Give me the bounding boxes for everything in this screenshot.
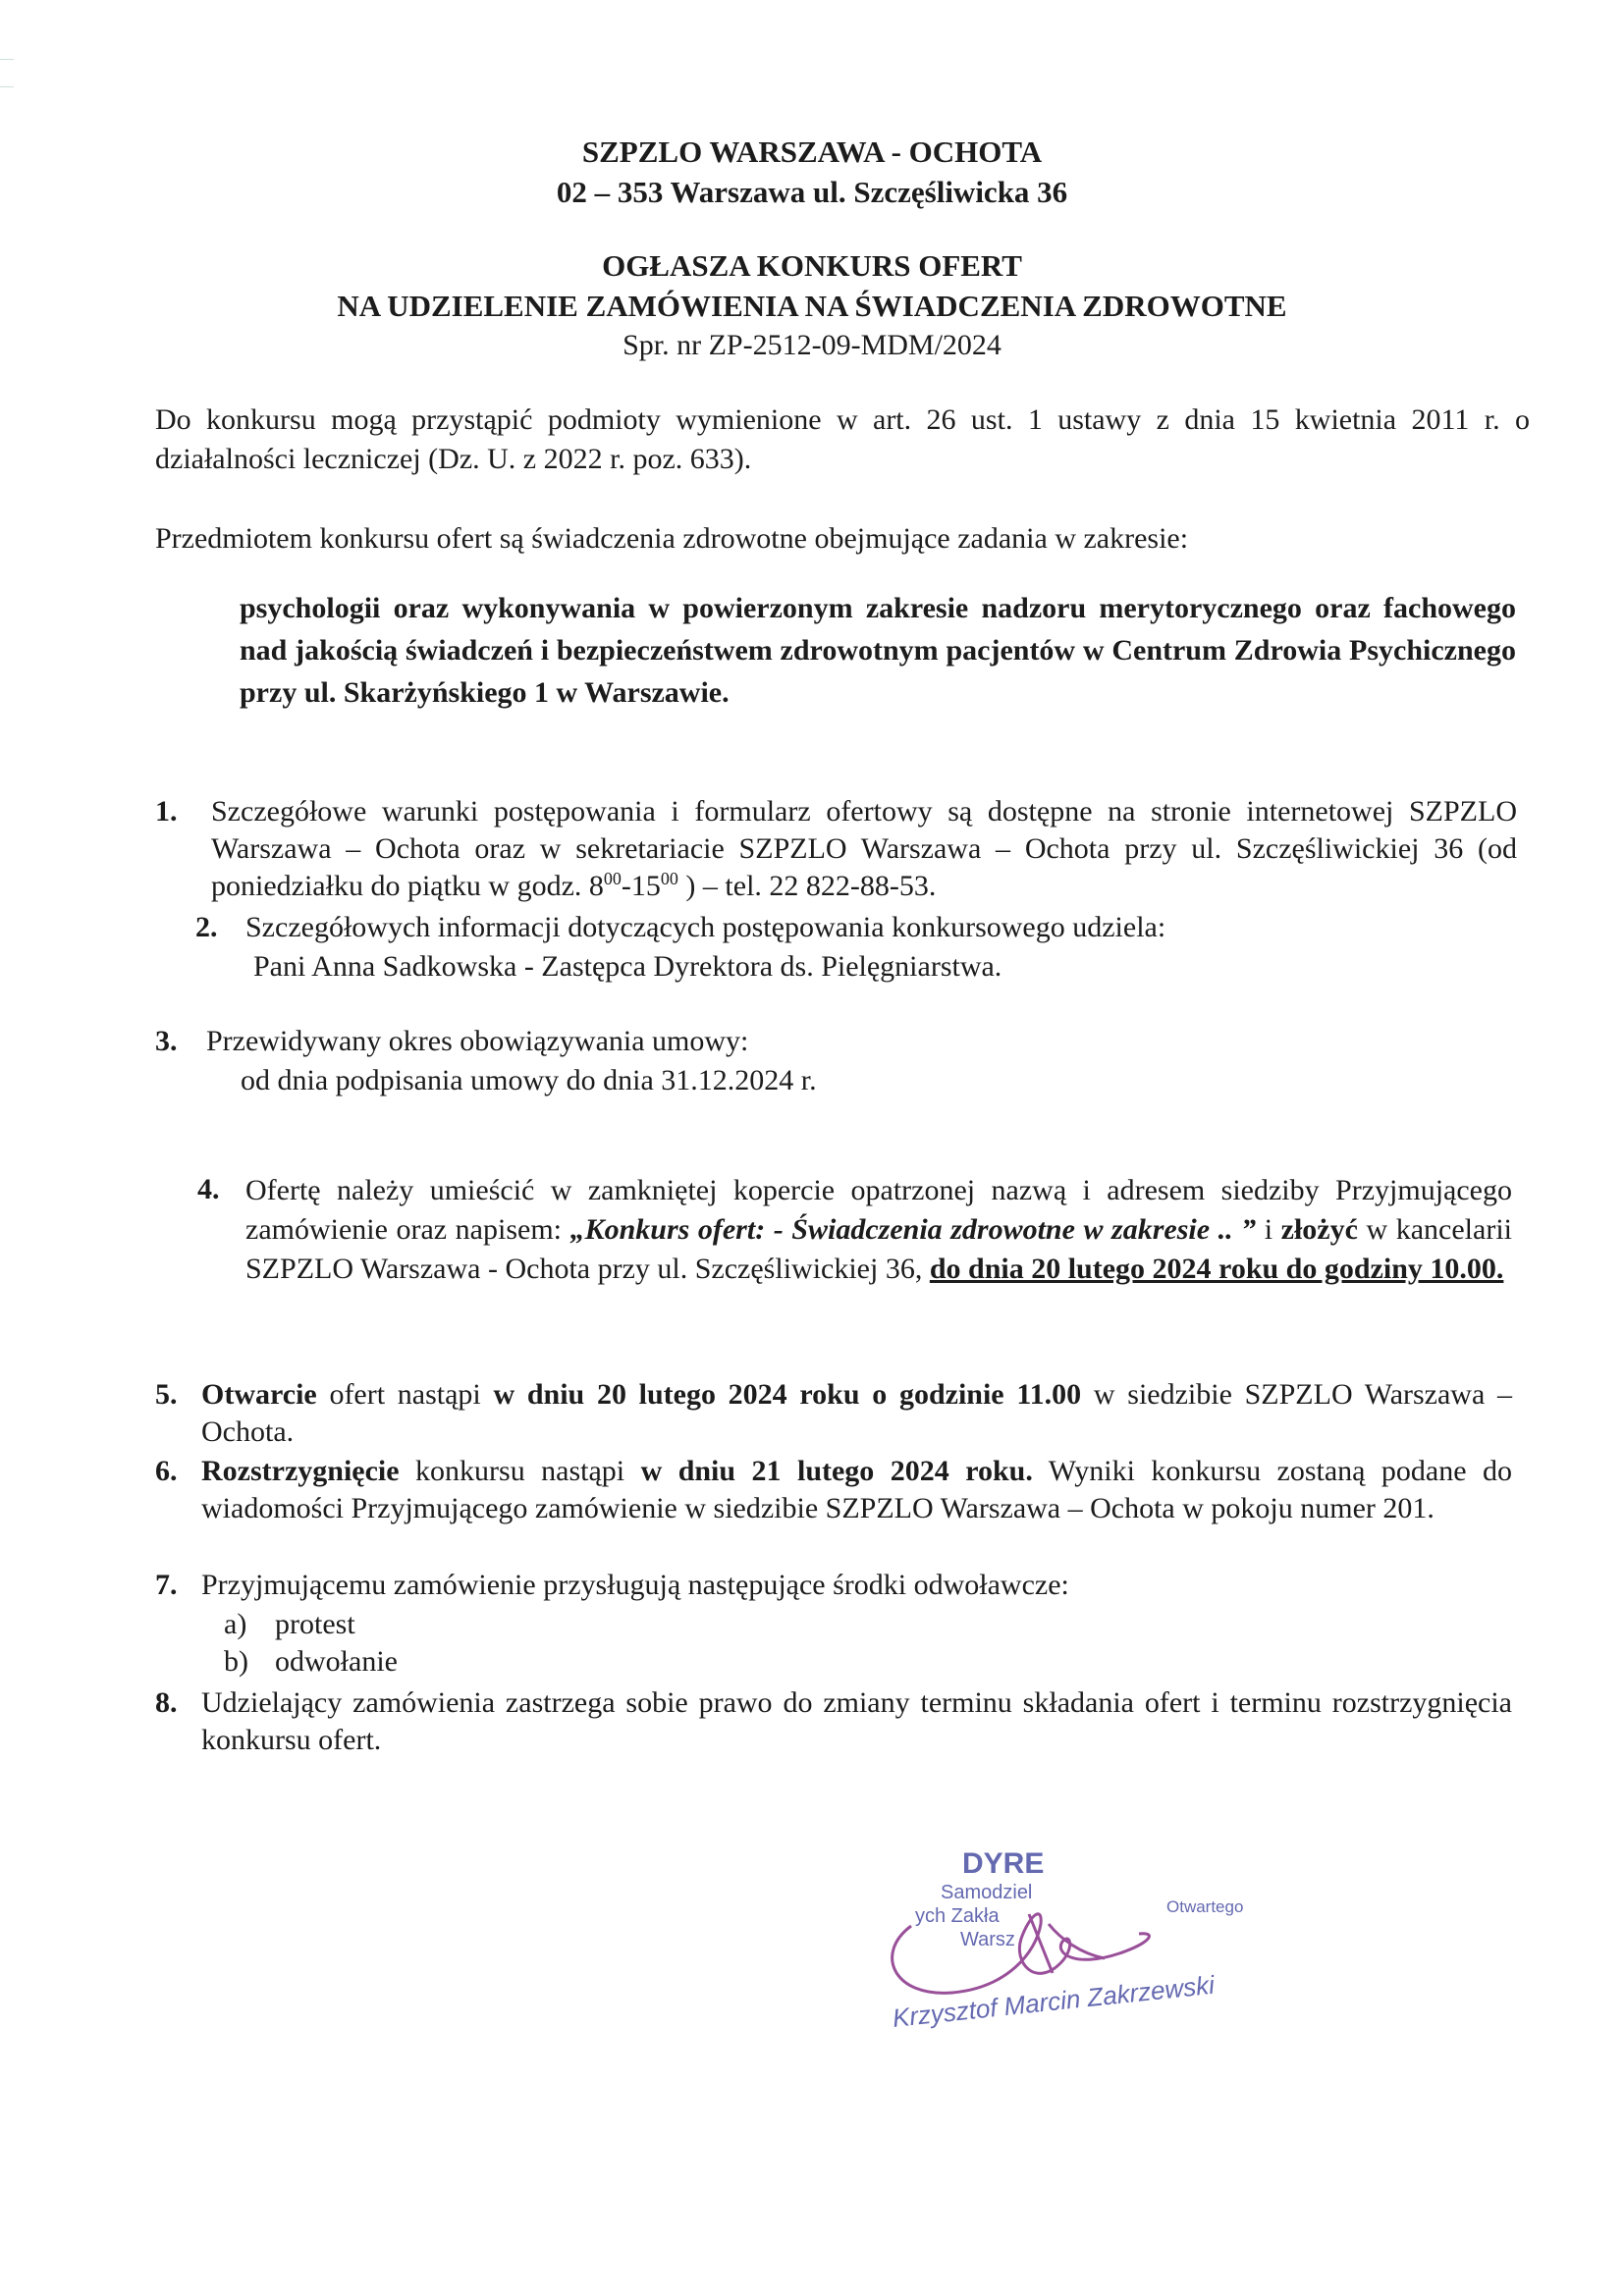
item-text: konkursu nastąpi [399,1455,641,1487]
item-text: Ofertę należy umieścić w zamkniętej kopercie opatrzonej nazwą i adresem siedziby Przyjmującego zamówienie oraz napisem: [245,1174,1512,1246]
item-offer-submission [245,1171,1512,1289]
item-text: ofert nastąpi [316,1378,494,1411]
item-resolution [201,1453,1512,1527]
item-number: 8. [155,1686,178,1719]
opening-date: w dniu 20 lutego 2024 roku o godzinie 11.00 [493,1378,1082,1411]
item-number: 6. [155,1455,178,1487]
item-number: 1. [155,795,178,828]
appeal-protest: protest [275,1608,355,1640]
contact-person: Pani Anna Sadkowska - Zastępca Dyrektora ds. Pielęgniarstwa. [253,950,1002,983]
submit-word: złożyć [1280,1213,1358,1246]
subject-intro: Przedmiotem konkursu ofert są świadczenia zdrowotne obejmujące zadania w zakresie: [155,522,1189,555]
announcement-title: OGŁASZA KONKURS OFERT [602,248,1022,283]
stamp-line: Otwartego [1166,1897,1244,1916]
item-number: 5. [155,1378,178,1411]
envelope-label: „Konkurs ofert: - Świadczenia zdrowotne w zakresie .. ” [569,1213,1257,1246]
margin-mark [0,59,14,60]
stamp-line: Samodziel [941,1882,1033,1903]
hour-start: 8 [588,870,604,902]
item-number: 2. [195,911,218,943]
margin-mark [0,86,14,87]
item-text: w kancelarii SZPZLO Warszawa - Ochota przy ul. Szczęśliwickiej 36, [245,1213,1512,1285]
opening-label: Otwarcie [201,1378,317,1411]
sub-item-label: a) [224,1608,247,1640]
organization-address: 02 – 353 Warszawa ul. Szczęśliwicka 36 [556,175,1068,209]
subject-scope: psychologii oraz wykonywania w powierzonym zakresie nadzoru merytorycznego oraz fachowego nad jakością świadczeń i bezpieczeństwem zdrowotnym pacjentów w Centrum Zdrowia Psychicznego przy ul. Skarżyńskiego 1 w Warszawie. [240,592,1516,709]
item-opening [201,1376,1512,1451]
item-contract-period: Przewidywany okres obowiązywania umowy: [206,1025,749,1057]
organization-name: SZPZLO WARSZAWA - OCHOTA [581,134,1043,169]
item-text: w siedzibie SZPZLO Warszawa – Ochota. [201,1378,1512,1448]
item-reservation: Udzielający zamówienia zastrzega sobie prawo do zmiany terminu składania ofert i terminu rozstrzygnięcia konkursu ofert. [201,1686,1512,1756]
item-number: 3. [155,1025,178,1057]
item-text: i [1256,1213,1281,1246]
stamp-line: Warsz [960,1929,1015,1950]
appeal-odwolanie: odwołanie [275,1645,398,1678]
item-number: 4. [197,1173,220,1205]
resolution-date: w dniu 21 lutego 2024 roku. [640,1455,1033,1487]
stamp-name: Krzysztof Marcin Zakrzewski [891,1969,1217,2033]
director-stamp-signature [835,1806,1296,2042]
eligibility-paragraph: Do konkursu mogą przystąpić podmioty wymienione w art. 26 ust. 1 ustawy z dnia 15 kwietnia 2011 r. o działalności leczniczej (Dz. U. z 2022 r. poz. 633). [155,403,1530,475]
submission-deadline: do dnia 20 lutego 2024 roku do godziny 10.00. [929,1253,1504,1285]
hour-end-minutes: 00 [660,869,678,888]
item-details-availability [211,793,1517,905]
reference-number: Spr. nr ZP-2512-09-MDM/2024 [623,329,1001,361]
item-text: Szczegółowe warunki postępowania i formularz ofertowy są dostępne na stronie internetowej SZPZLO Warszawa – Ochota oraz w sekretariacie SZPZLO Warszawa – Ochota przy ul. Szczęśliwickiej 36 (od poniedziałku do piątku w godz. [211,795,1517,902]
stamp-line: ych Zakła [915,1905,1000,1927]
resolution-label: Rozstrzygnięcie [201,1455,400,1487]
hour-start-minutes: 00 [603,869,622,888]
stamp-line: DYRE [962,1847,1045,1880]
hour-end: -15 [621,870,661,902]
contract-period-value: od dnia podpisania umowy do dnia 31.12.2024 r. [241,1064,817,1096]
item-number: 7. [155,1569,178,1601]
item-text: Wyniki konkursu zostaną podane do wiadomości Przyjmującego zamówienie w siedzibie SZPZLO Warszawa – Ochota w pokoju numer 201. [201,1455,1513,1524]
announcement-subtitle: NA UDZIELENIE ZAMÓWIENIA NA ŚWIADCZENIA ZDROWOTNE [337,289,1287,323]
item-appeal-measures: Przyjmującemu zamówienie przysługują następujące środki odwoławcze: [201,1569,1069,1601]
item-contact-info: Szczegółowych informacji dotyczących postępowania konkursowego udziela: [245,911,1166,943]
phone-text: ) – tel. 22 822-88-53. [677,870,937,902]
sub-item-label: b) [224,1645,248,1678]
